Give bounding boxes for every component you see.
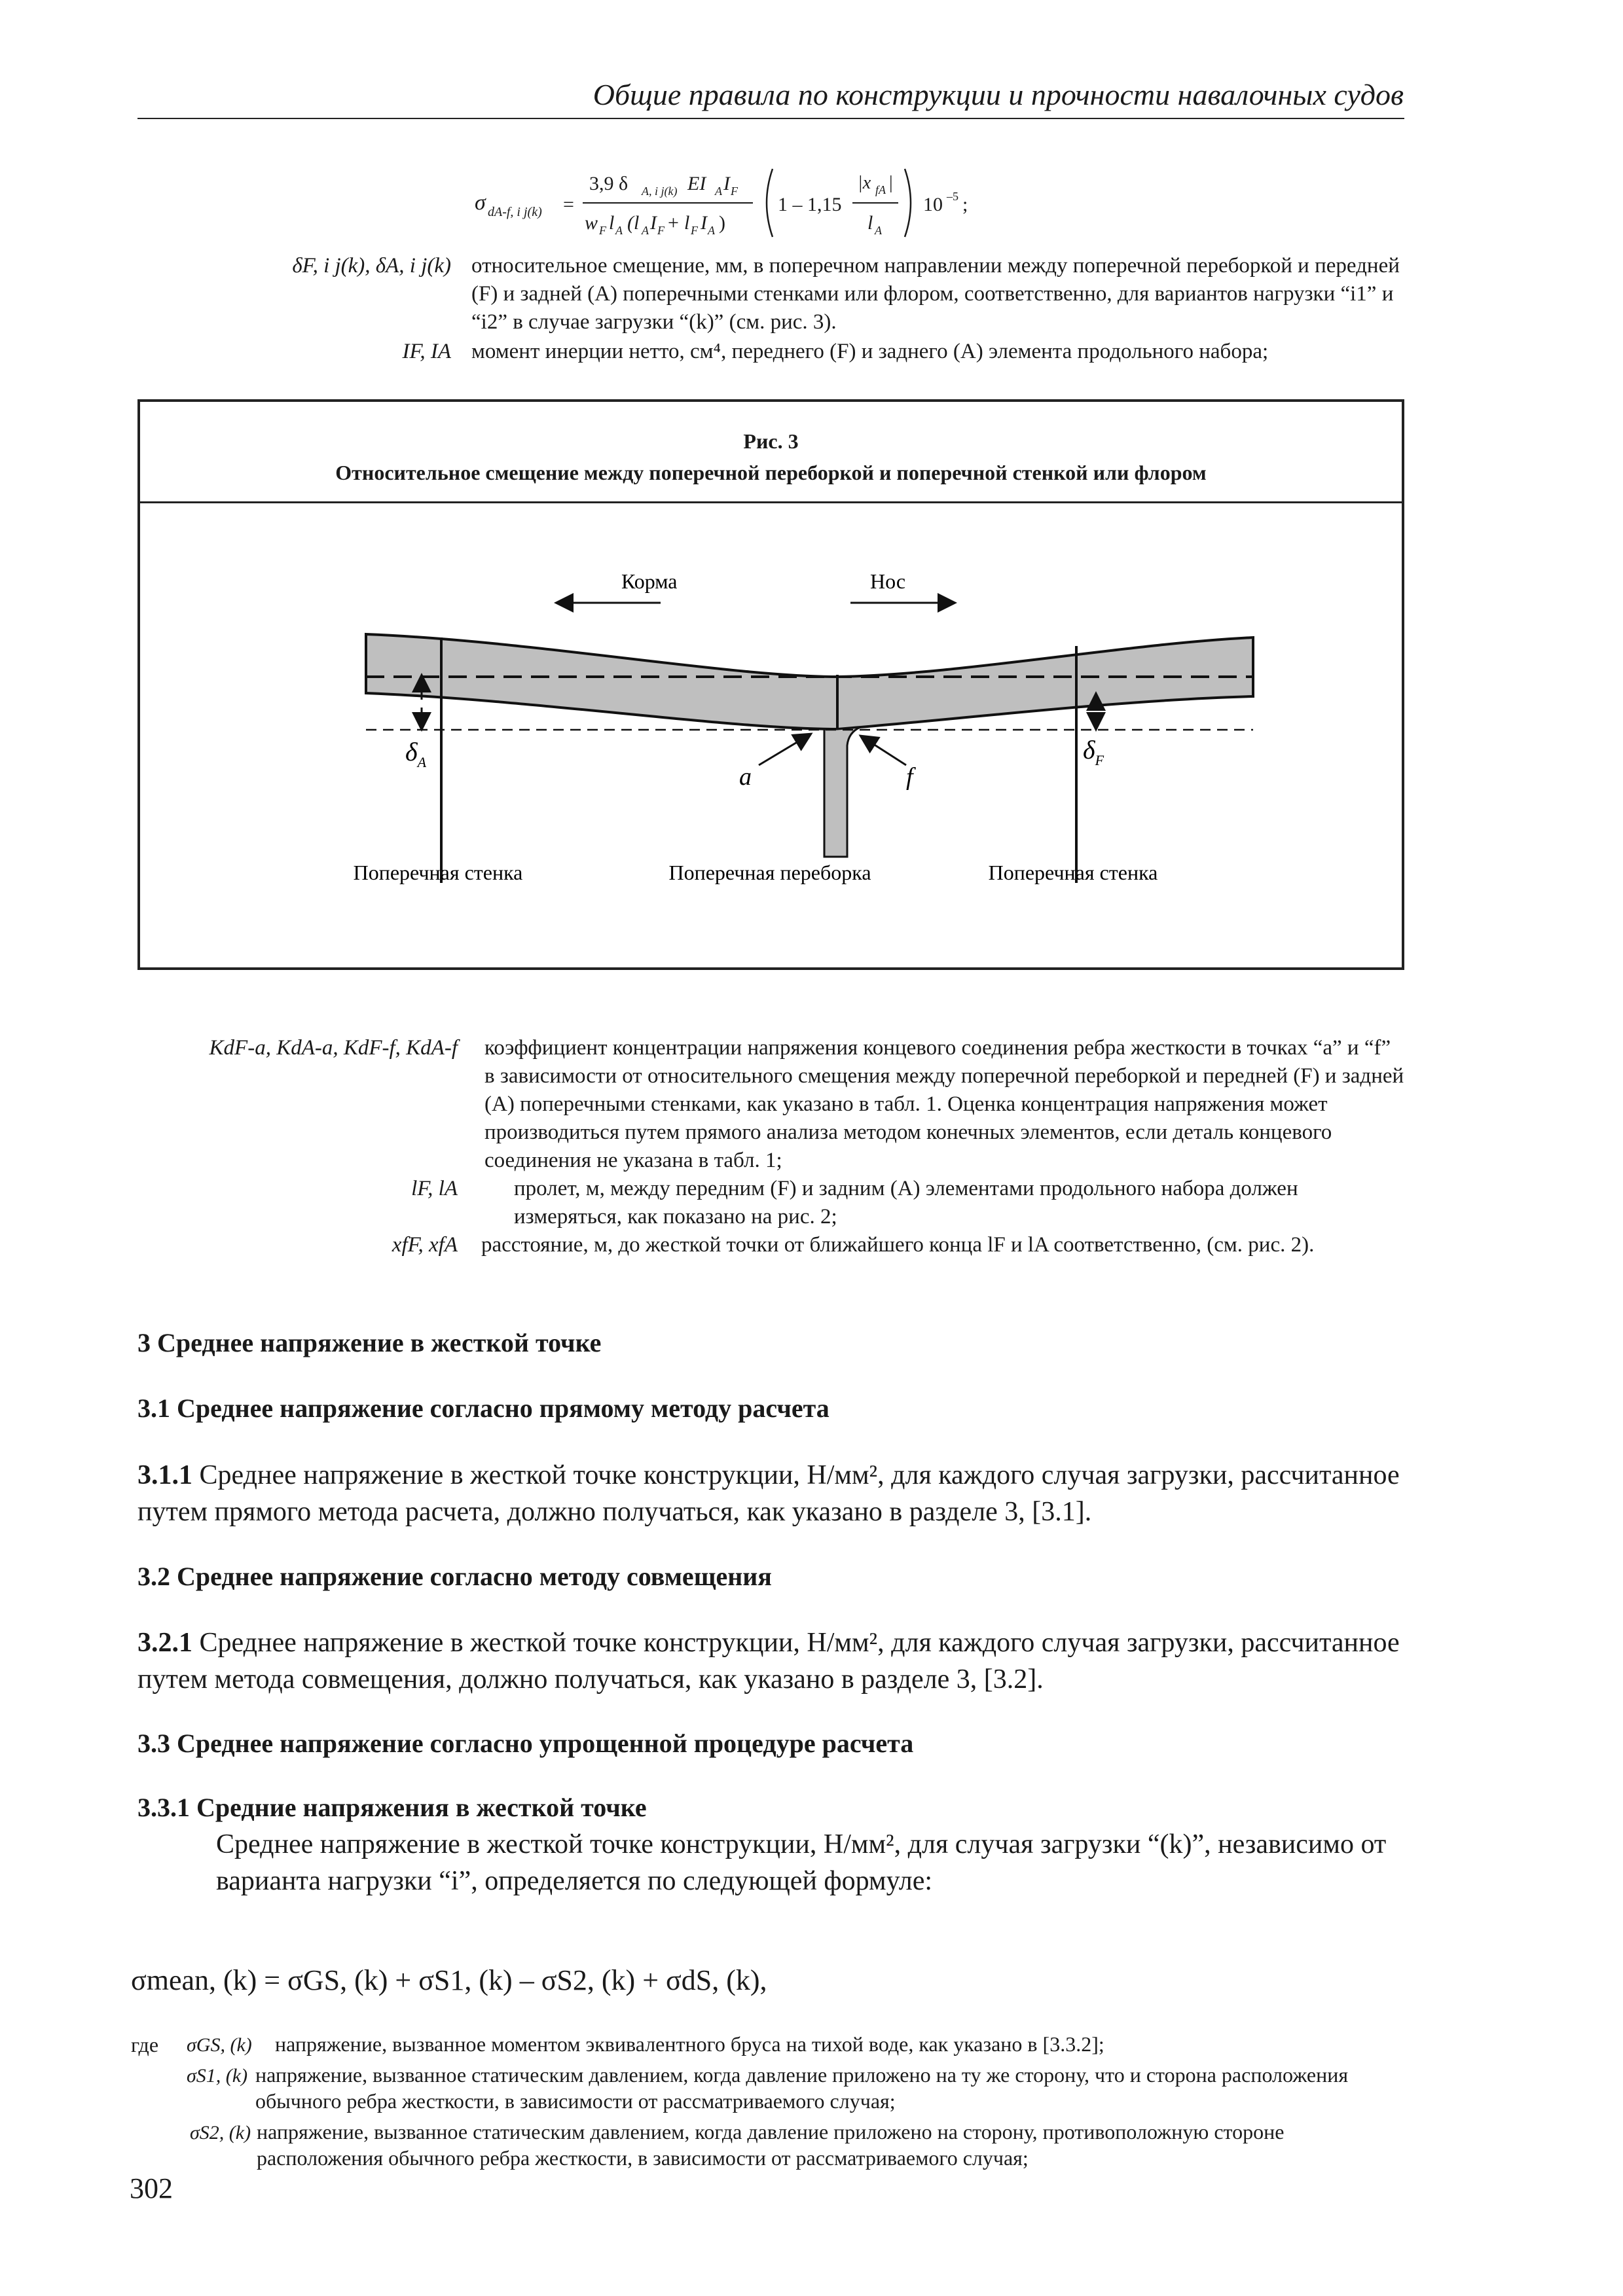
top-formula — [465, 157, 1054, 255]
label-web-right: Поперечная стенка — [988, 861, 1158, 884]
svg-text:10: 10 — [923, 194, 943, 215]
section-3-heading: 3 Среднее напряжение в жесткой точке — [137, 1328, 602, 1357]
formula-den: w — [585, 212, 598, 234]
def-text-k: коэффициент концентрации напряжения концевого соединения ребра жесткости в точках “a” и “f” в зависимости от относительного смещения между поперечной переборкой и передней (F) и задней (A) поперечными стенками, как указано в табл. 1. Оценка концентрация напряжения может производиться путем прямого анализа методом конечных элементов, если деталь концевого соединения не указана в табл. 1; — [484, 1036, 1404, 1172]
svg-text:F: F — [691, 224, 698, 237]
svg-text:l: l — [684, 212, 690, 234]
label-bulkhead: Поперечная переборка — [668, 861, 871, 884]
figure-title: Относительное смещение между поперечной переборкой и поперечной стенкой или флором — [335, 461, 1207, 484]
svg-text:A: A — [615, 224, 623, 237]
formula-num: 3,9 δ — [589, 173, 629, 194]
svg-text:F: F — [731, 185, 738, 198]
svg-text:I: I — [650, 212, 657, 234]
para-3-2-1-number: 3.2.1 — [137, 1628, 192, 1658]
def-sym-delta: δF, i j(k), δA, i j(k) — [292, 254, 451, 278]
def-text-span: пролет, м, между передним (F) и задним (A) элементами продольного набора должен измеряться, как показано на рис. 2; — [514, 1177, 1298, 1229]
svg-text:A: A — [715, 185, 722, 198]
svg-text:I: I — [723, 173, 730, 194]
formula-lhs: σ — [475, 190, 486, 215]
svg-text:F: F — [657, 224, 665, 237]
def-text-x: расстояние, м, до жесткой точки от ближайшего конца lF и lA соответственно, (см. рис. 2). — [481, 1233, 1315, 1257]
def-text-delta: относительное смещение, мм, в поперечном направлении между поперечной переборкой и передней (F) и задней (A) поперечными стенками или флором, соответственно, для вариантов нагрузки “i1” и “i2” в случае загрузки “(k)” (см. рис. 3). — [471, 254, 1400, 334]
svg-text:l: l — [609, 212, 615, 234]
svg-text:A: A — [708, 224, 715, 237]
def-sym-k: KdF-a, KdA-a, KdF-f, KdA-f — [209, 1036, 458, 1060]
svg-text:F: F — [599, 224, 606, 237]
def-text-inertia: момент инерции нетто, см⁴, переднего (F) и заднего (A) элемента продольного набора; — [471, 340, 1269, 363]
label-point-f: f — [906, 763, 913, 791]
svg-text:EI: EI — [687, 173, 706, 194]
def-sym-span: lF, lA — [411, 1177, 458, 1200]
svg-text:+: + — [668, 212, 679, 234]
svg-text:A: A — [642, 224, 649, 237]
svg-text:l: l — [867, 212, 873, 234]
running-head: Общие правила по конструкции и прочности навалочных судов — [593, 78, 1404, 111]
svg-text:A: A — [875, 224, 882, 237]
def-text-s2: напряжение, вызванное статическим давлением, когда давление приложено на сторону, противоположную стороне расположения обычного ребра жесткости, в зависимости от рассматриваемого случая; — [257, 2120, 1285, 2170]
def-sym-gs: σGS, (k) — [187, 2034, 252, 2056]
formula-paren: 1 – 1,15 — [778, 194, 842, 215]
def-prefix-where: где — [131, 2033, 159, 2056]
section-3-3-heading: 3.3 Среднее напряжение согласно упрощенной процедуре расчета — [137, 1729, 914, 1758]
mean-stress-formula: σmean, (k) = σGS, (k) + σS1, (k) – σS2, (k) + σdS, (k), — [131, 1964, 767, 1996]
svg-text:): ) — [719, 212, 725, 234]
para-3-1-1-text: Среднее напряжение в жесткой точке конструкции, Н/мм², для каждого случая загрузки, рассчитанное путем прямого метода расчета, должно получаться, как указано в разделе 3, [3.1]. — [137, 1460, 1400, 1527]
figure-caption — [140, 402, 1402, 503]
label-fwd: Нос — [870, 569, 906, 593]
figure-number: Рис. 3 — [743, 429, 799, 453]
bulkhead — [824, 727, 860, 857]
def-sym-s1: σS1, (k) — [187, 2065, 248, 2087]
label-delta-f: $\delta_F$ — [1083, 735, 1104, 768]
svg-text:|x: |x — [858, 173, 871, 193]
svg-text:=: = — [563, 194, 574, 215]
para-3-2-1 — [137, 1624, 1404, 1698]
svg-text:;: ; — [962, 194, 968, 215]
label-aft: Корма — [621, 569, 678, 593]
def-sym-s2: σS2, (k) — [190, 2122, 251, 2144]
para-3-3-1: Среднее напряжение в жесткой точке конструкции, Н/мм², для случая загрузки “(k)”, независимо от варианта нагрузки “i”, определяется по следующей формуле: — [216, 1829, 1387, 1896]
svg-text:fA: fA — [875, 183, 886, 196]
label-point-a: a — [739, 763, 752, 791]
figure-3 — [137, 399, 1404, 970]
def-text-gs: напряжение, вызванное моментом эквивалентного бруса на тихой воде, как указано в [3.3.2]; — [275, 2032, 1104, 2056]
section-3-1-heading: 3.1 Среднее напряжение согласно прямому методу расчета — [137, 1393, 830, 1423]
svg-text:|: | — [889, 173, 893, 193]
deck-band — [366, 634, 1253, 729]
def-text-s1: напряжение, вызванное статическим давлением, когда давление приложено на ту же сторону, что и сторона расположения обычного ребра жесткости, в зависимости от рассматриваемого случая; — [255, 2063, 1349, 2113]
section-3-3-1-heading: 3.3.1 Средние напряжения в жесткой точке — [137, 1793, 647, 1822]
displacement-diagram — [140, 503, 1402, 967]
label-web-left: Поперечная стенка — [353, 861, 523, 884]
svg-text:(l: (l — [627, 212, 640, 234]
page-number: 302 — [130, 2172, 173, 2204]
para-3-1-1-number: 3.1.1 — [137, 1460, 192, 1490]
def-sym-x: xfF, xfA — [392, 1233, 458, 1257]
def-sym-inertia: IF, IA — [402, 340, 451, 363]
header-rule — [137, 118, 1404, 119]
para-3-2-1-text: Среднее напряжение в жесткой точке конструкции, Н/мм², для каждого случая загрузки, рассчитанное путем метода совмещения, должно получаться, как указано в разделе 3, [3.2]. — [137, 1628, 1400, 1695]
label-delta-a: $\delta_A$ — [405, 737, 427, 770]
formula-num-sub: A, i j(k) — [642, 185, 678, 198]
formula-lhs-sub: dA-f, i j(k) — [488, 205, 542, 219]
section-3-2-heading: 3.2 Среднее напряжение согласно методу совмещения — [137, 1562, 772, 1591]
svg-text:I: I — [701, 212, 707, 234]
para-3-1-1 — [137, 1457, 1404, 1530]
svg-text:–5: –5 — [947, 190, 958, 203]
